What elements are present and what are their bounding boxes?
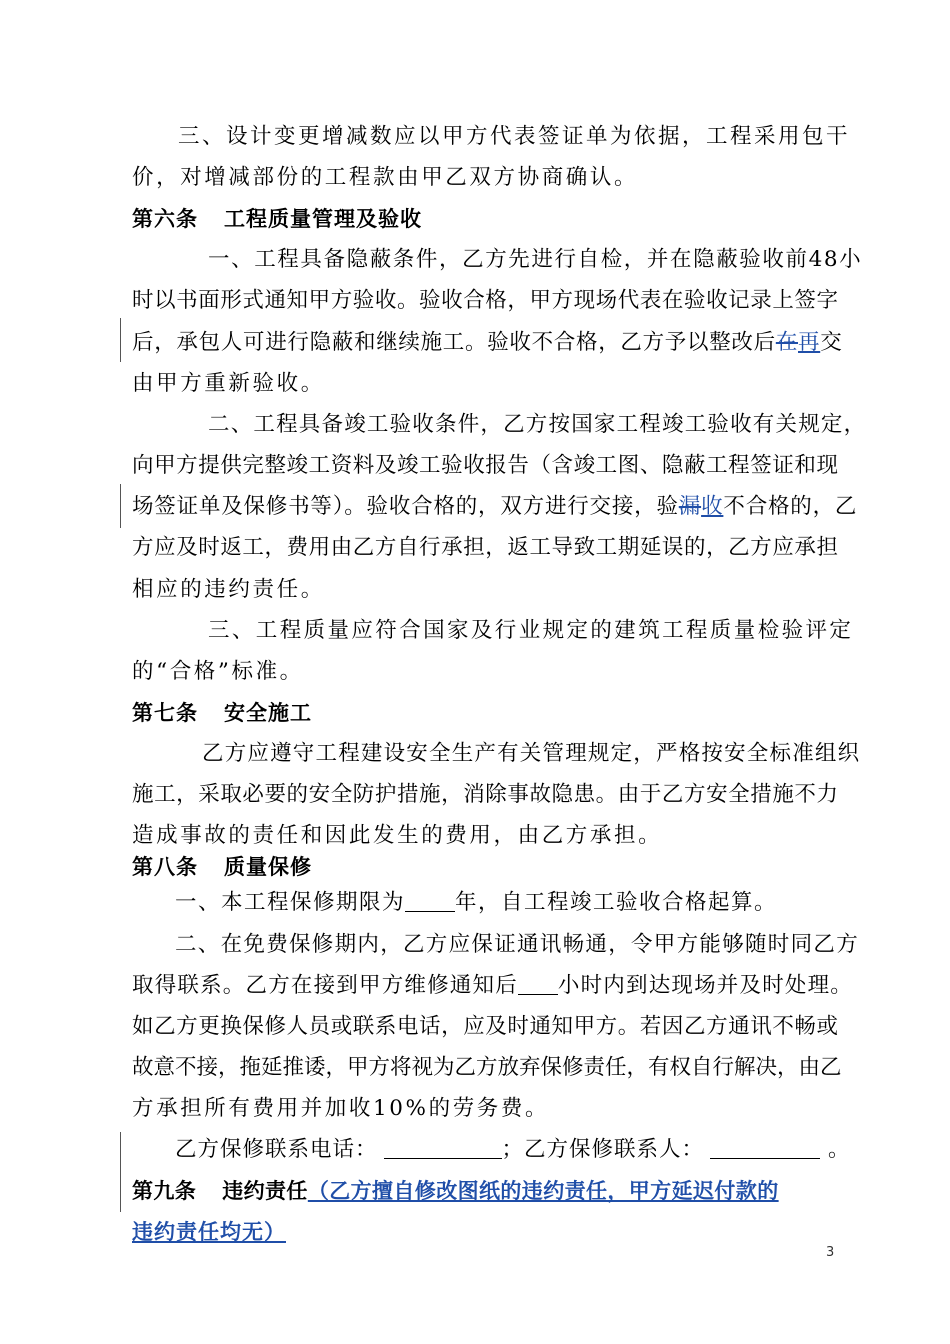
- paragraph-line: [175, 888, 838, 918]
- paragraph-line: 相应的违约责任。: [132, 577, 325, 602]
- heading-title: 工程质量管理及验收: [224, 207, 422, 231]
- deleted-text: 漏: [678, 494, 702, 519]
- heading-number: 第六条: [132, 207, 198, 231]
- paragraph-line: 乙方应遵守工程建设安全生产有关管理规定，严格按安全标准组织: [202, 741, 861, 766]
- text-run: 不合格的，乙: [723, 494, 858, 519]
- text-run: 后，承包人可进行隐蔽和继续施工。验收不合格，乙方予以整改后: [132, 330, 776, 355]
- text-run: 取得联系。乙方在接到甲方维修通知后: [132, 973, 518, 998]
- paragraph-line: 三、工程质量应符合国家及行业规定的建筑工程质量检验评定: [208, 618, 854, 643]
- paragraph-line: 方承担所有费用并加收10%的劳务费。: [132, 1096, 550, 1121]
- paragraph-line: [175, 1135, 851, 1165]
- text-run: 交: [820, 330, 843, 355]
- heading-title: 安全施工: [224, 701, 312, 725]
- heading-number: 第八条: [132, 855, 198, 879]
- heading-title: 违约责任: [222, 1179, 308, 1203]
- section-heading-9: [132, 1176, 838, 1206]
- text-run: 。: [828, 1137, 851, 1162]
- contact-label: ；乙方保修联系人：: [501, 1137, 705, 1162]
- paragraph-line: [132, 328, 843, 358]
- inserted-text: 收: [701, 494, 724, 519]
- paragraph-line: 故意不接，拖延推诿，甲方将视为乙方放弃保修责任，有权自行解决，由乙: [132, 1055, 842, 1080]
- blank-field: [405, 889, 455, 912]
- text-run: 一、本工程保修期限为: [175, 890, 406, 915]
- page-number: 3: [826, 1245, 835, 1260]
- paragraph-line: 一、工程具备隐蔽条件，乙方先进行自检，并在隐蔽验收前48小: [208, 247, 863, 272]
- section-heading-7: [132, 698, 838, 728]
- revision-change-bar: [120, 318, 121, 362]
- paragraph-line: [132, 971, 854, 1001]
- paragraph-line: 三、设计变更增减数应以甲方代表签证单为依据，工程采用包干: [178, 124, 851, 149]
- paragraph-line: 二、在免费保修期内，乙方应保证通讯畅通，令甲方能够随时同乙方: [175, 932, 860, 957]
- section-heading-8: [132, 852, 838, 882]
- paragraph-line: 方应及时返工，费用由乙方自行承担，返工导致工期延误的，乙方应承担: [132, 535, 838, 560]
- paragraph-line: 向甲方提供完整竣工资料及竣工验收报告（含竣工图、隐蔽工程签证和现: [132, 453, 838, 478]
- paragraph-line: 二、工程具备竣工验收条件，乙方按国家工程竣工验收有关规定，: [208, 412, 867, 437]
- text-run: 年，自工程竣工验收合格起算。: [455, 890, 778, 915]
- inserted-text: （乙方擅自修改图纸的违约责任，甲方延迟付款的: [307, 1179, 779, 1203]
- paragraph-line: 如乙方更换保修人员或联系电话，应及时通知甲方。若因乙方通讯不畅或: [132, 1014, 838, 1039]
- heading-number: 第九条: [132, 1179, 197, 1203]
- text-run: 场签证单及保修书等）。验收合格的，双方进行交接，验: [132, 494, 679, 519]
- revision-change-bar: [120, 484, 121, 528]
- phone-label: 乙方保修联系电话：: [175, 1137, 378, 1162]
- blank-field: [518, 972, 558, 995]
- heading-title: 质量保修: [224, 855, 312, 879]
- section-heading-9-continued: [132, 1217, 838, 1247]
- paragraph-line: 时以书面形式通知甲方验收。验收合格，甲方现场代表在验收记录上签字: [132, 288, 838, 313]
- text-run: 小时内到达现场并及时处理。: [557, 973, 854, 998]
- deleted-text: 在: [775, 330, 799, 355]
- phone-blank-field: [384, 1136, 502, 1159]
- inserted-text: 违约责任均无）: [132, 1220, 286, 1244]
- section-heading-6: [132, 204, 838, 234]
- paragraph-line: 施工，采取必要的安全防护措施，消除事故隐患。由于乙方安全措施不力: [132, 782, 838, 807]
- paragraph-line: 价，对增减部份的工程款由甲乙双方协商确认。: [132, 165, 639, 190]
- paragraph-line: 造成事故的责任和因此发生的费用，由乙方承担。: [132, 823, 663, 848]
- paragraph-line: [132, 492, 858, 522]
- contact-blank-field: [710, 1136, 820, 1159]
- paragraph-line: 由甲方重新验收。: [132, 371, 325, 396]
- inserted-text: 再: [798, 330, 821, 355]
- heading-number: 第七条: [132, 701, 198, 725]
- revision-change-bar: [120, 1132, 121, 1212]
- paragraph-line: 的“合格”标准。: [132, 659, 304, 684]
